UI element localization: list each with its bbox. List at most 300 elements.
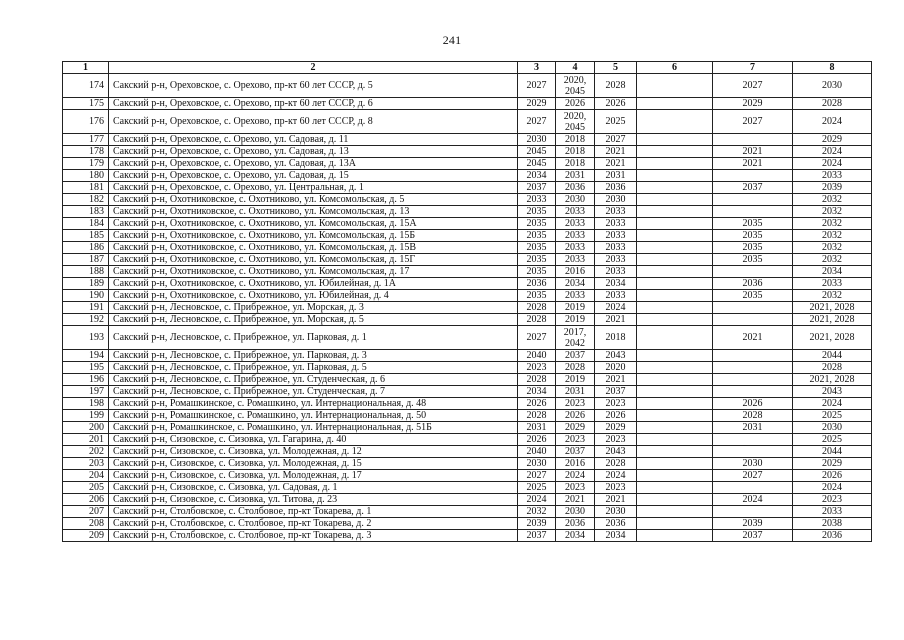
row-number-cell: 199: [63, 410, 109, 422]
col6-cell: [637, 134, 713, 146]
col7-cell: [713, 170, 793, 182]
col3-cell: 2040: [518, 350, 556, 362]
col8-cell: 2021, 2028: [793, 374, 872, 386]
col3-cell: 2037: [518, 530, 556, 542]
col3-cell: 2023: [518, 362, 556, 374]
col3-cell: 2026: [518, 434, 556, 446]
col4-cell: 2033: [556, 242, 595, 254]
col8-cell: 2024: [793, 146, 872, 158]
col4-cell: 2018: [556, 146, 595, 158]
col5-cell: 2043: [595, 350, 637, 362]
col4-cell: 2030: [556, 194, 595, 206]
col3-cell: 2028: [518, 410, 556, 422]
address-cell: Сакский р-н, Ромашкинское, с. Ромашкино, ул. Интернациональная, д. 51Б: [109, 422, 518, 434]
col6-cell: [637, 434, 713, 446]
col7-cell: [713, 314, 793, 326]
table-row: [63, 254, 872, 266]
col8-cell: 2021, 2028: [793, 302, 872, 314]
address-cell: Сакский р-н, Ромашкинское, с. Ромашкино, ул. Интернациональная, д. 50: [109, 410, 518, 422]
col3-cell: 2027: [518, 110, 556, 134]
address-cell: Сакский р-н, Сизовское, с. Сизовка, ул. Молодежная, д. 17: [109, 470, 518, 482]
table-row: [63, 74, 872, 98]
col5-cell: 2034: [595, 530, 637, 542]
col8-cell: 2038: [793, 518, 872, 530]
col3-cell: 2036: [518, 278, 556, 290]
col6-cell: [637, 110, 713, 134]
col4-cell: 2033: [556, 290, 595, 302]
col5-cell: 2024: [595, 302, 637, 314]
address-cell: Сакский р-н, Лесновское, с. Прибрежное, ул. Парковая, д. 3: [109, 350, 518, 362]
col5-cell: 2036: [595, 182, 637, 194]
row-number-cell: 185: [63, 230, 109, 242]
col4-cell: 2024: [556, 470, 595, 482]
col8-cell: 2024: [793, 158, 872, 170]
row-number-cell: 190: [63, 290, 109, 302]
col5-cell: 2027: [595, 134, 637, 146]
col7-cell: 2037: [713, 182, 793, 194]
col4-cell: 2026: [556, 98, 595, 110]
col5-cell: 2033: [595, 230, 637, 242]
row-number-cell: 188: [63, 266, 109, 278]
column-header-6: 6: [637, 62, 713, 74]
col3-cell: 2025: [518, 482, 556, 494]
col4-cell: 2037: [556, 350, 595, 362]
col4-cell: 2031: [556, 170, 595, 182]
row-number-cell: 182: [63, 194, 109, 206]
col3-cell: 2029: [518, 98, 556, 110]
table-row: [63, 434, 872, 446]
row-number-cell: 205: [63, 482, 109, 494]
col6-cell: [637, 506, 713, 518]
table-header-row: [63, 62, 872, 74]
col4-cell: 2020, 2045: [556, 74, 595, 98]
col7-cell: [713, 302, 793, 314]
col3-cell: 2039: [518, 518, 556, 530]
col7-cell: 2036: [713, 278, 793, 290]
address-cell: Сакский р-н, Ромашкинское, с. Ромашкино, ул. Интернациональная, д. 48: [109, 398, 518, 410]
table-row: [63, 218, 872, 230]
address-cell: Сакский р-н, Охотниковское, с. Охотниково, ул. Комсомольская, д. 15В: [109, 242, 518, 254]
table-row: [63, 266, 872, 278]
address-cell: Сакский р-н, Сизовское, с. Сизовка, ул. Садовая, д. 1: [109, 482, 518, 494]
col6-cell: [637, 458, 713, 470]
col4-cell: 2018: [556, 158, 595, 170]
column-header-4: 4: [556, 62, 595, 74]
col4-cell: 2036: [556, 518, 595, 530]
col7-cell: [713, 374, 793, 386]
col3-cell: 2034: [518, 170, 556, 182]
col6-cell: [637, 398, 713, 410]
col4-cell: 2016: [556, 266, 595, 278]
col3-cell: 2032: [518, 506, 556, 518]
address-cell: Сакский р-н, Лесновское, с. Прибрежное, ул. Студенческая, д. 7: [109, 386, 518, 398]
row-number-cell: 202: [63, 446, 109, 458]
col8-cell: 2044: [793, 446, 872, 458]
address-cell: Сакский р-н, Столбовское, с. Столбовое, пр-кт Токарева, д. 3: [109, 530, 518, 542]
col4-cell: 2018: [556, 134, 595, 146]
col5-cell: 2023: [595, 482, 637, 494]
col6-cell: [637, 494, 713, 506]
row-number-cell: 204: [63, 470, 109, 482]
table-row: [63, 170, 872, 182]
col8-cell: 2023: [793, 494, 872, 506]
table-row: [63, 422, 872, 434]
col7-cell: [713, 386, 793, 398]
row-number-cell: 193: [63, 326, 109, 350]
col6-cell: [637, 290, 713, 302]
col3-cell: 2027: [518, 326, 556, 350]
col3-cell: 2045: [518, 158, 556, 170]
col8-cell: 2021, 2028: [793, 326, 872, 350]
col5-cell: 2033: [595, 218, 637, 230]
table-row: [63, 242, 872, 254]
col4-cell: 2037: [556, 446, 595, 458]
col4-cell: 2030: [556, 506, 595, 518]
address-cell: Сакский р-н, Лесновское, с. Прибрежное, ул. Морская, д. 5: [109, 314, 518, 326]
row-number-cell: 200: [63, 422, 109, 434]
row-number-cell: 207: [63, 506, 109, 518]
col5-cell: 2026: [595, 410, 637, 422]
table-row: [63, 494, 872, 506]
col8-cell: 2025: [793, 410, 872, 422]
col8-cell: 2033: [793, 506, 872, 518]
col8-cell: 2044: [793, 350, 872, 362]
address-cell: Сакский р-н, Охотниковское, с. Охотниково, ул. Комсомольская, д. 15А: [109, 218, 518, 230]
col7-cell: 2028: [713, 410, 793, 422]
table-row: [63, 194, 872, 206]
col4-cell: 2023: [556, 482, 595, 494]
col6-cell: [637, 182, 713, 194]
col7-cell: 2021: [713, 158, 793, 170]
col4-cell: 2031: [556, 386, 595, 398]
address-cell: Сакский р-н, Ореховское, с. Орехово, ул. Садовая, д. 11: [109, 134, 518, 146]
col6-cell: [637, 422, 713, 434]
address-cell: Сакский р-н, Лесновское, с. Прибрежное, ул. Морская, д. 3: [109, 302, 518, 314]
table-row: [63, 326, 872, 350]
address-cell: Сакский р-н, Сизовское, с. Сизовка, ул. Титова, д. 23: [109, 494, 518, 506]
col6-cell: [637, 362, 713, 374]
col6-cell: [637, 482, 713, 494]
col4-cell: 2019: [556, 302, 595, 314]
col4-cell: 2028: [556, 362, 595, 374]
col8-cell: 2028: [793, 362, 872, 374]
col8-cell: 2026: [793, 470, 872, 482]
col8-cell: 2024: [793, 110, 872, 134]
table-row: [63, 398, 872, 410]
col8-cell: 2032: [793, 230, 872, 242]
col6-cell: [637, 146, 713, 158]
col6-cell: [637, 302, 713, 314]
row-number-cell: 195: [63, 362, 109, 374]
col4-cell: 2033: [556, 206, 595, 218]
col6-cell: [637, 242, 713, 254]
col6-cell: [637, 470, 713, 482]
col5-cell: 2033: [595, 242, 637, 254]
row-number-cell: 177: [63, 134, 109, 146]
column-header-1: 1: [63, 62, 109, 74]
address-cell: Сакский р-н, Сизовское, с. Сизовка, ул. Молодежная, д. 12: [109, 446, 518, 458]
column-header-7: 7: [713, 62, 793, 74]
col7-cell: 2027: [713, 74, 793, 98]
address-cell: Сакский р-н, Сизовское, с. Сизовка, ул. Гагарина, д. 40: [109, 434, 518, 446]
col8-cell: 2036: [793, 530, 872, 542]
col8-cell: 2033: [793, 170, 872, 182]
col3-cell: 2028: [518, 302, 556, 314]
col6-cell: [637, 74, 713, 98]
table-row: [63, 158, 872, 170]
row-number-cell: 209: [63, 530, 109, 542]
col8-cell: 2034: [793, 266, 872, 278]
table-row: [63, 482, 872, 494]
table-row: [63, 110, 872, 134]
address-cell: Сакский р-н, Лесновское, с. Прибрежное, ул. Студенческая, д. 6: [109, 374, 518, 386]
col7-cell: 2035: [713, 290, 793, 302]
col8-cell: 2032: [793, 290, 872, 302]
col8-cell: 2024: [793, 482, 872, 494]
col7-cell: 2035: [713, 218, 793, 230]
table-row: [63, 386, 872, 398]
table-row: [63, 146, 872, 158]
row-number-cell: 194: [63, 350, 109, 362]
address-cell: Сакский р-н, Ореховское, с. Орехово, ул. Садовая, д. 13А: [109, 158, 518, 170]
page-number: 241: [442, 33, 462, 47]
col4-cell: 2033: [556, 230, 595, 242]
col6-cell: [637, 350, 713, 362]
col8-cell: 2032: [793, 242, 872, 254]
col7-cell: 2035: [713, 230, 793, 242]
col6-cell: [637, 98, 713, 110]
row-number-cell: 208: [63, 518, 109, 530]
col7-cell: 2035: [713, 242, 793, 254]
col6-cell: [637, 518, 713, 530]
col7-cell: [713, 206, 793, 218]
col8-cell: 2029: [793, 134, 872, 146]
row-number-cell: 198: [63, 398, 109, 410]
col7-cell: [713, 362, 793, 374]
table-row: [63, 410, 872, 422]
address-cell: Сакский р-н, Лесновское, с. Прибрежное, ул. Парковая, д. 1: [109, 326, 518, 350]
col5-cell: 2018: [595, 326, 637, 350]
col3-cell: 2035: [518, 206, 556, 218]
row-number-cell: 176: [63, 110, 109, 134]
col4-cell: 2034: [556, 278, 595, 290]
col7-cell: 2026: [713, 398, 793, 410]
col6-cell: [637, 206, 713, 218]
col5-cell: 2021: [595, 374, 637, 386]
col5-cell: 2021: [595, 158, 637, 170]
col5-cell: 2037: [595, 386, 637, 398]
col7-cell: [713, 506, 793, 518]
col7-cell: 2035: [713, 254, 793, 266]
table-body: [63, 74, 872, 542]
row-number-cell: 197: [63, 386, 109, 398]
col8-cell: 2032: [793, 194, 872, 206]
col8-cell: 2025: [793, 434, 872, 446]
col5-cell: 2025: [595, 110, 637, 134]
col4-cell: 2036: [556, 182, 595, 194]
table-row: [63, 374, 872, 386]
row-number-cell: 183: [63, 206, 109, 218]
col6-cell: [637, 266, 713, 278]
col8-cell: 2021, 2028: [793, 314, 872, 326]
address-cell: Сакский р-н, Охотниковское, с. Охотниково, ул. Комсомольская, д. 13: [109, 206, 518, 218]
col5-cell: 2028: [595, 74, 637, 98]
col3-cell: 2030: [518, 134, 556, 146]
row-number-cell: 174: [63, 74, 109, 98]
row-number-cell: 201: [63, 434, 109, 446]
table-row: [63, 470, 872, 482]
col4-cell: 2020, 2045: [556, 110, 595, 134]
col4-cell: 2026: [556, 410, 595, 422]
col4-cell: 2019: [556, 314, 595, 326]
row-number-cell: 206: [63, 494, 109, 506]
column-header-3: 3: [518, 62, 556, 74]
col5-cell: 2033: [595, 266, 637, 278]
col3-cell: 2027: [518, 74, 556, 98]
col4-cell: 2016: [556, 458, 595, 470]
col7-cell: [713, 446, 793, 458]
col8-cell: 2039: [793, 182, 872, 194]
col6-cell: [637, 170, 713, 182]
col3-cell: 2026: [518, 398, 556, 410]
col4-cell: 2029: [556, 422, 595, 434]
col8-cell: 2043: [793, 386, 872, 398]
address-cell: Сакский р-н, Охотниковское, с. Охотниково, ул. Комсомольская, д. 5: [109, 194, 518, 206]
col3-cell: 2035: [518, 218, 556, 230]
col5-cell: 2033: [595, 254, 637, 266]
col7-cell: [713, 482, 793, 494]
col8-cell: 2032: [793, 218, 872, 230]
table-row: [63, 518, 872, 530]
col8-cell: 2032: [793, 254, 872, 266]
col6-cell: [637, 230, 713, 242]
schedule-table-container: [62, 61, 871, 542]
col4-cell: 2023: [556, 434, 595, 446]
col4-cell: 2019: [556, 374, 595, 386]
col6-cell: [637, 194, 713, 206]
col3-cell: 2040: [518, 446, 556, 458]
row-number-cell: 189: [63, 278, 109, 290]
col6-cell: [637, 410, 713, 422]
col4-cell: 2034: [556, 530, 595, 542]
col7-cell: 2024: [713, 494, 793, 506]
col5-cell: 2023: [595, 434, 637, 446]
col5-cell: 2043: [595, 446, 637, 458]
col5-cell: 2031: [595, 170, 637, 182]
table-row: [63, 134, 872, 146]
col4-cell: 2017, 2042: [556, 326, 595, 350]
col5-cell: 2030: [595, 194, 637, 206]
address-cell: Сакский р-н, Столбовское, с. Столбовое, пр-кт Токарева, д. 2: [109, 518, 518, 530]
col7-cell: [713, 134, 793, 146]
col5-cell: 2021: [595, 314, 637, 326]
col7-cell: 2027: [713, 470, 793, 482]
col3-cell: 2027: [518, 470, 556, 482]
table-row: [63, 362, 872, 374]
col4-cell: 2033: [556, 254, 595, 266]
col5-cell: 2021: [595, 494, 637, 506]
col7-cell: 2030: [713, 458, 793, 470]
table-row: [63, 458, 872, 470]
col7-cell: 2031: [713, 422, 793, 434]
col3-cell: 2035: [518, 254, 556, 266]
address-cell: Сакский р-н, Ореховское, с. Орехово, пр-кт 60 лет СССР, д. 5: [109, 74, 518, 98]
col5-cell: 2023: [595, 398, 637, 410]
row-number-cell: 203: [63, 458, 109, 470]
col8-cell: 2030: [793, 74, 872, 98]
row-number-cell: 187: [63, 254, 109, 266]
col6-cell: [637, 158, 713, 170]
col6-cell: [637, 446, 713, 458]
col7-cell: [713, 350, 793, 362]
table-row: [63, 278, 872, 290]
address-cell: Сакский р-н, Охотниковское, с. Охотниково, ул. Комсомольская, д. 15Б: [109, 230, 518, 242]
col6-cell: [637, 278, 713, 290]
col8-cell: 2029: [793, 458, 872, 470]
col3-cell: 2035: [518, 290, 556, 302]
col6-cell: [637, 374, 713, 386]
col3-cell: 2035: [518, 242, 556, 254]
row-number-cell: 192: [63, 314, 109, 326]
table-row: [63, 302, 872, 314]
address-cell: Сакский р-н, Ореховское, с. Орехово, ул. Центральная, д. 1: [109, 182, 518, 194]
address-cell: Сакский р-н, Сизовское, с. Сизовка, ул. Молодежная, д. 15: [109, 458, 518, 470]
col7-cell: [713, 434, 793, 446]
col6-cell: [637, 254, 713, 266]
col8-cell: 2030: [793, 422, 872, 434]
row-number-cell: 191: [63, 302, 109, 314]
column-header-8: 8: [793, 62, 872, 74]
col7-cell: 2021: [713, 326, 793, 350]
address-cell: Сакский р-н, Охотниковское, с. Охотниково, ул. Юбилейная, д. 1А: [109, 278, 518, 290]
address-cell: Сакский р-н, Ореховское, с. Орехово, пр-кт 60 лет СССР, д. 8: [109, 110, 518, 134]
col6-cell: [637, 326, 713, 350]
col5-cell: 2028: [595, 458, 637, 470]
col8-cell: 2024: [793, 398, 872, 410]
col7-cell: [713, 266, 793, 278]
table-row: [63, 350, 872, 362]
table-row: [63, 506, 872, 518]
col6-cell: [637, 530, 713, 542]
address-cell: Сакский р-н, Ореховское, с. Орехово, ул. Садовая, д. 13: [109, 146, 518, 158]
table-row: [63, 290, 872, 302]
col6-cell: [637, 314, 713, 326]
table-row: [63, 230, 872, 242]
col3-cell: 2030: [518, 458, 556, 470]
col6-cell: [637, 386, 713, 398]
col5-cell: 2033: [595, 290, 637, 302]
col8-cell: 2033: [793, 278, 872, 290]
table-row: [63, 182, 872, 194]
row-number-cell: 181: [63, 182, 109, 194]
table-row: [63, 446, 872, 458]
address-cell: Сакский р-н, Лесновское, с. Прибрежное, ул. Парковая, д. 5: [109, 362, 518, 374]
col5-cell: 2029: [595, 422, 637, 434]
table-row: [63, 314, 872, 326]
col5-cell: 2021: [595, 146, 637, 158]
col3-cell: 2045: [518, 146, 556, 158]
col4-cell: 2023: [556, 398, 595, 410]
col5-cell: 2026: [595, 98, 637, 110]
col3-cell: 2033: [518, 194, 556, 206]
col7-cell: 2021: [713, 146, 793, 158]
col4-cell: 2033: [556, 218, 595, 230]
col7-cell: 2029: [713, 98, 793, 110]
col5-cell: 2024: [595, 470, 637, 482]
col3-cell: 2034: [518, 386, 556, 398]
col7-cell: 2037: [713, 530, 793, 542]
row-number-cell: 180: [63, 170, 109, 182]
